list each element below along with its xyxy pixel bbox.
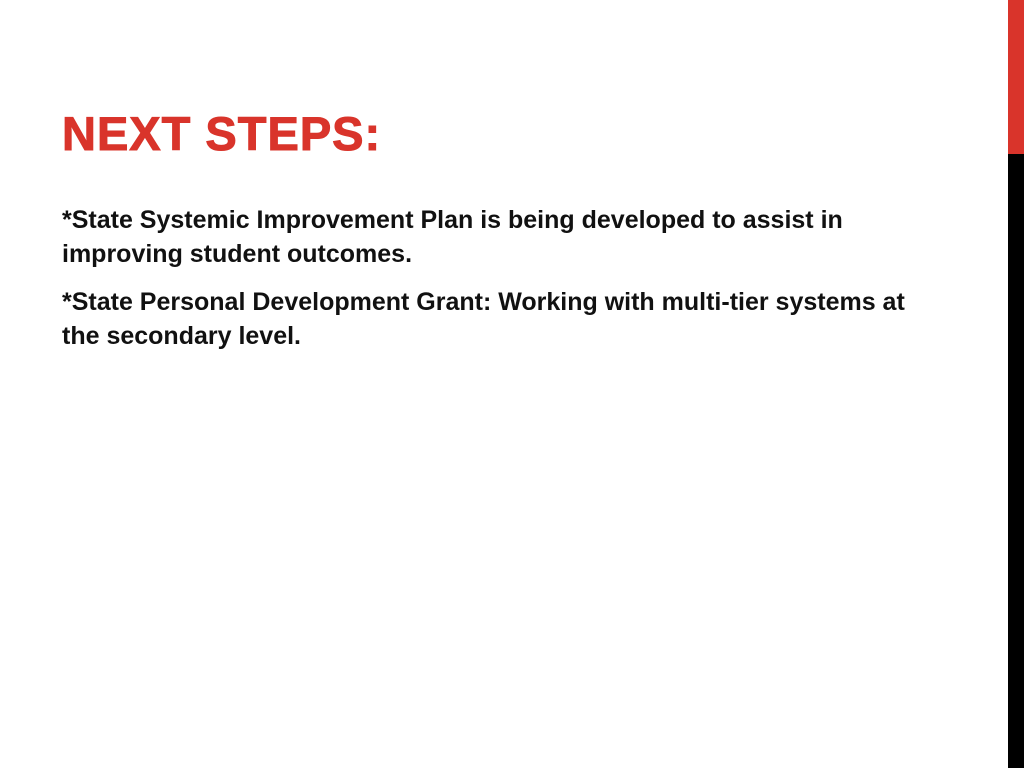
slide-body: [62, 203, 942, 367]
accent-bar-black: [1008, 154, 1024, 768]
accent-bar-red: [1008, 0, 1024, 154]
paragraph-ssip: *State Systemic Improvement Plan is being developed to assist in improving student outcomes.: [62, 206, 843, 268]
paragraph-spdg: *State Personal Development Grant: Working with multi-tier systems at the secondary level.: [62, 288, 905, 350]
slide-title: NEXT STEPS:: [62, 107, 382, 160]
